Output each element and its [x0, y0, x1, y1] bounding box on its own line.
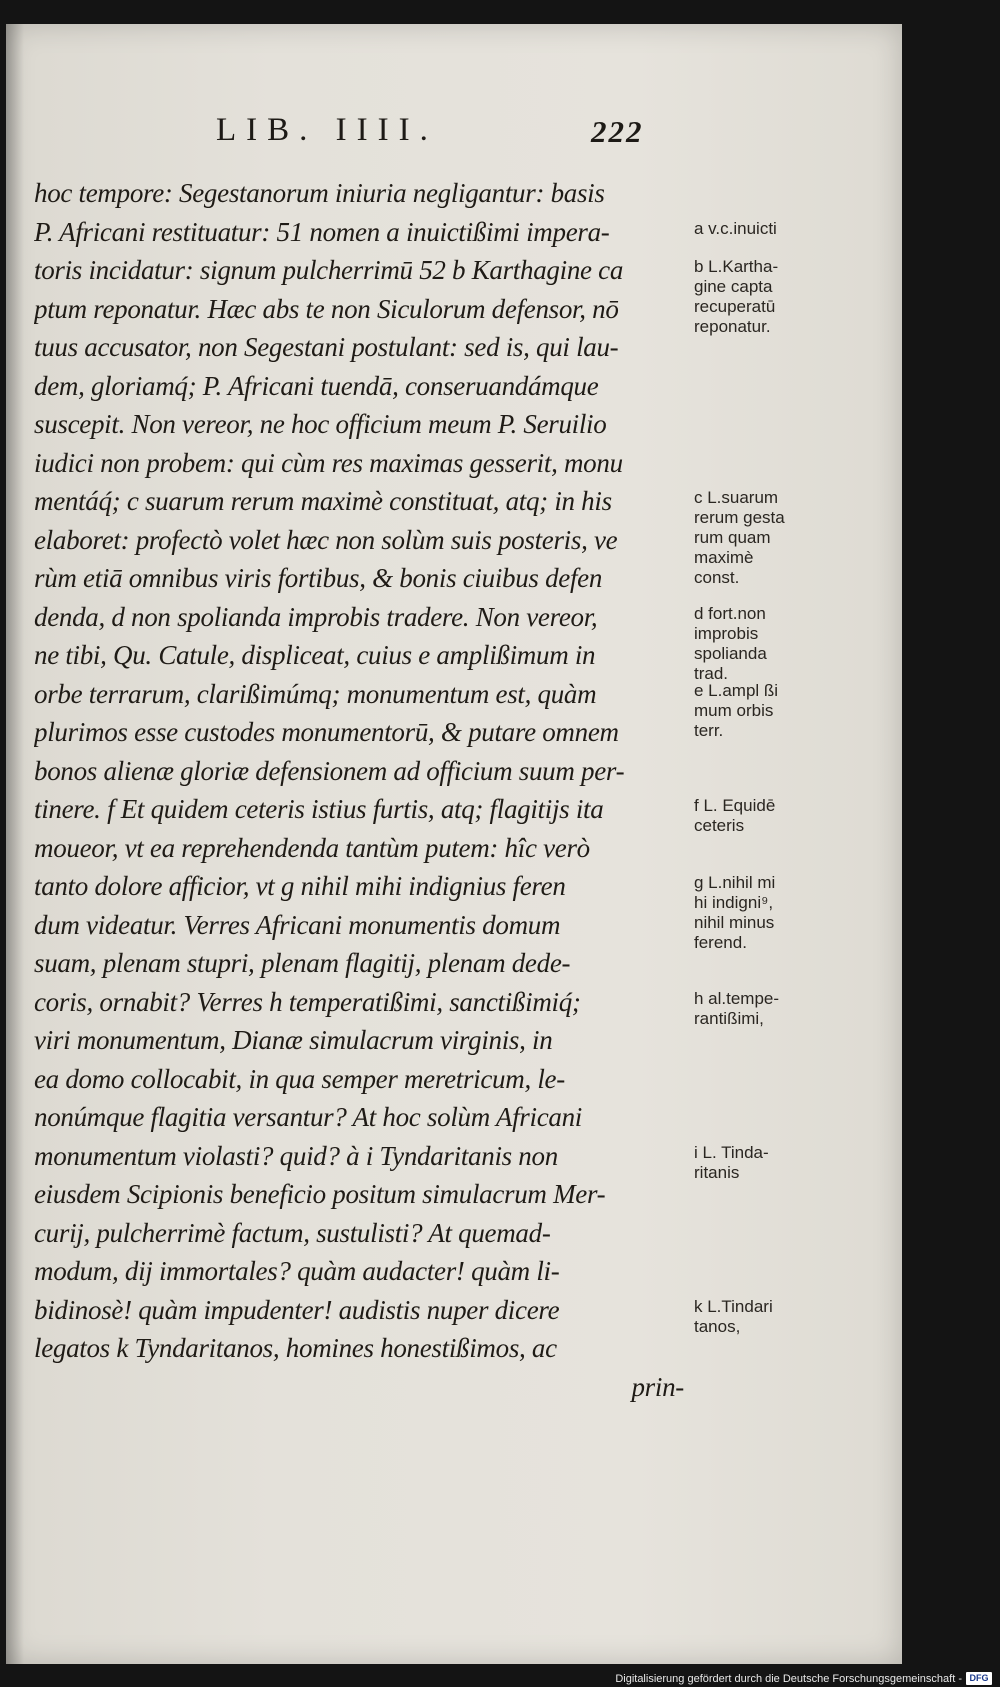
- text-line: tanto dolore afficior, vt g nihil mihi indignius feren: [34, 871, 566, 901]
- text-line: orbe terrarum, clarißimúmq; monumentum est, quàm: [34, 678, 597, 709]
- text-line: prin-: [631, 1371, 684, 1402]
- marginal-note: e L.ampl ßi mum orbis terr.: [694, 680, 779, 740]
- text-line: coris, ornabit? Verres h temperatißimi, sanctißimiq́;: [34, 986, 581, 1017]
- text-line: tinere. f Et quidem ceteris istius furtis, atq; flagitijs ita: [34, 794, 604, 824]
- marginal-note: a v.c.inuicti: [694, 218, 777, 238]
- text-line: plurimos esse custodes monumentorū, & putare omnem: [34, 717, 619, 747]
- book-page: [6, 24, 902, 1664]
- text-line: nonúmque flagitia versantur? At hoc solùm Africani: [34, 1102, 582, 1132]
- footer-text: Digitalisierung gefördert durch die Deutsche Forschungsgemeinschaft -: [615, 1672, 962, 1685]
- text-line: rùm etiā omnibus viris fortibus, & bonis ciuibus defen: [34, 563, 603, 593]
- marginal-note: g L.nihil mi hi indigni⁹, nihil minus ferend.: [694, 873, 776, 952]
- text-line: hoc tempore: Segestanorum iniuria negligantur: basis: [34, 178, 605, 208]
- page-header: [6, 112, 902, 162]
- text-line: legatos k Tyndaritanos, homines honestißimos, ac: [34, 1333, 557, 1363]
- page-gutter-shadow: [6, 24, 24, 1664]
- marginal-note: c L.suarum rerum gesta rum quam maximè const.: [694, 488, 785, 587]
- text-line: suam, plenam stupri, plenam flagitij, plenam dede-: [34, 948, 571, 978]
- text-line: dem, gloriamq́; P. Africani tuendā, conseruandámque: [34, 370, 599, 401]
- footer-credit: [615, 1672, 992, 1685]
- text-line: bonos alienæ gloriæ defensionem ad officium suum per-: [34, 755, 625, 786]
- text-line: ea domo collocabit, in qua semper meretricum, le-: [34, 1063, 565, 1094]
- text-line: iudici non probem: qui cùm res maximas gesserit, monu: [34, 447, 623, 478]
- text-line: toris incidatur: signum pulcherrimū 52 b Karthagine ca: [34, 255, 624, 285]
- marginal-note: b L.Kartha- gine capta recuperatū reponatur.: [694, 257, 779, 336]
- text-line: viri monumentum, Dianæ simulacrum virginis, in: [34, 1025, 553, 1055]
- marginal-note: h al.tempe- rantißimi,: [694, 988, 780, 1028]
- text-line: elaboret: profectò volet hæc non solùm suis posteris, ve: [34, 524, 618, 555]
- text-line: eiusdem Scipionis beneficio positum simulacrum Mer-: [34, 1179, 606, 1209]
- text-line: P. Africani restituatur: 51 nomen a inuictißimi impera-: [34, 216, 610, 247]
- marginal-note: d fort.non improbis spolianda trad.: [694, 603, 767, 683]
- marginal-note: k L.Tindari tanos,: [694, 1296, 773, 1336]
- main-text-block: [34, 174, 694, 1406]
- text-line: suscepit. Non vereor, ne hoc officium meum P. Seruilio: [34, 409, 607, 439]
- text-line: curij, pulcherrimè factum, sustulisti? At quemad-: [34, 1217, 551, 1248]
- text-line: modum, dij immortales? quàm audacter! quàm li-: [34, 1256, 560, 1286]
- text-line: ne tibi, Qu. Catule, displiceat, cuius e amplißimum in: [34, 640, 596, 670]
- running-head: LIB. IIII.: [216, 112, 438, 148]
- marginal-note: i L. Tinda- ritanis: [694, 1142, 769, 1182]
- marginal-note: f L. Equidē ceteris: [694, 796, 776, 835]
- text-line: moueor, vt ea reprehendenda tantùm putem: hîc verò: [34, 832, 590, 863]
- text-line: dum videatur. Verres Africani monumentis domum: [34, 909, 561, 940]
- text-line: ptum reponatur. Hæc abs te non Siculorum defensor, nō: [34, 293, 619, 324]
- text-line: denda, d non spolianda improbis tradere. Non vereor,: [34, 601, 598, 632]
- text-line: monumentum violasti? quid? à i Tyndaritanis non: [34, 1140, 558, 1171]
- text-line: mentáq́; c suarum rerum maximè constituat, atq; in his: [34, 486, 612, 516]
- page-number: 222: [591, 114, 644, 149]
- text-line: tuus accusator, non Segestani postulant: sed is, qui lau-: [34, 332, 619, 362]
- text-line: bidinosè! quàm impudenter! audistis nuper dicere: [34, 1294, 560, 1325]
- dfg-logo-icon: DFG: [966, 1672, 992, 1685]
